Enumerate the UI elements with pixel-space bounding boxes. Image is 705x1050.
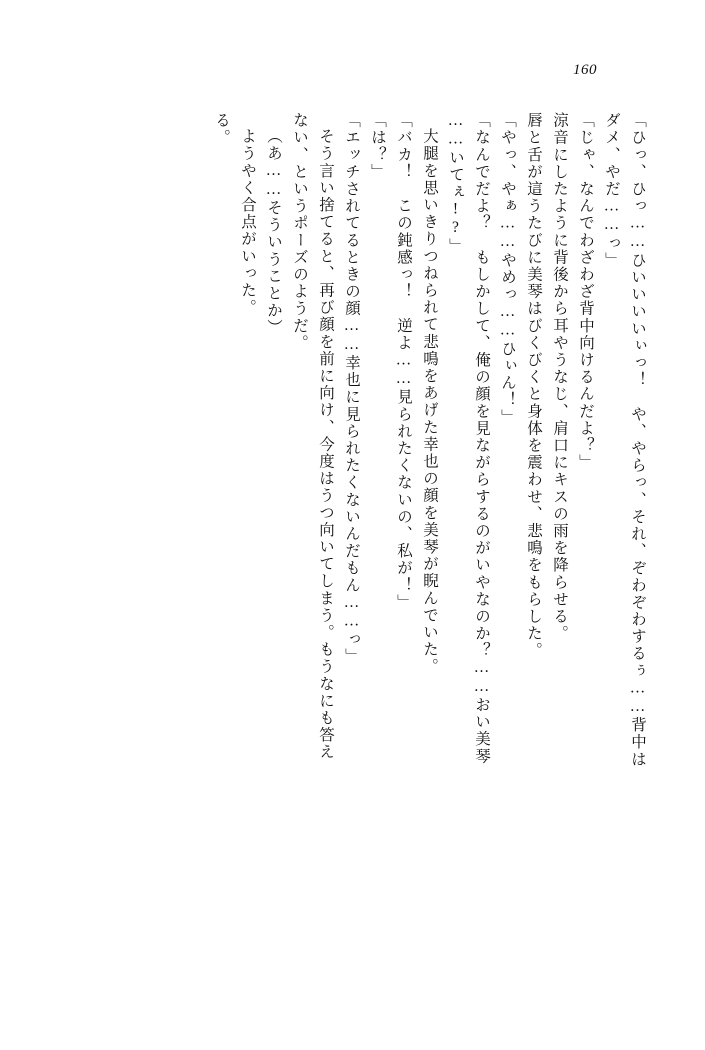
- text-column: る。: [213, 112, 230, 147]
- text-column: ない、というポーズのようだ。: [291, 112, 308, 352]
- text-column: 「じゃ、なんでわざわざ背中向けるんだよ？」: [577, 112, 594, 472]
- text-column: 「は？」: [369, 112, 386, 181]
- text-column: 「エッチされてるときの顔……幸也に見られたくないんだもん……っ」: [343, 112, 360, 666]
- text-column: （あ……そういうことか）: [265, 128, 282, 337]
- text-column: 大腿を思いきりつねられて悲鳴をあげた幸也の顔を美琴が睨んでいた。: [421, 128, 438, 676]
- text-column: 「なんでだよ？ もしかして、俺の顔を見ながらするのがいやなのか？……おい美琴: [473, 112, 490, 765]
- text-column: ようやく合点がいった。: [239, 128, 256, 317]
- text-column: そう言い捨てると、再び顔を前に向け、今度はうつ向いてしまう。もうなにも答え: [317, 128, 334, 761]
- text-column: 「ひっ、ひっ……ひいいいいぃっ！ や、やらっ、それ、ぞわぞわするぅ……背中は: [629, 112, 646, 768]
- page-number: 160: [573, 62, 597, 78]
- vertical-text-body: [62, 112, 645, 992]
- text-column: 「やっ、やぁ……やめっ……ひぃん！」: [499, 112, 516, 426]
- text-column: 「バカ！ この鈍感っ！ 逆よ……見られたくないの、私が！」: [395, 112, 412, 611]
- text-column: ダメ、やだ……っ」: [603, 112, 620, 269]
- text-column: 涼音にしたように背後から耳やうなじ、肩口にキスの雨を降らせる。: [551, 112, 568, 643]
- text-column: 唇と舌が這うたびに美琴はびくびくと身体を震わせ、悲鳴をもらした。: [525, 112, 542, 660]
- text-column: ……いてぇ!?」: [447, 112, 464, 255]
